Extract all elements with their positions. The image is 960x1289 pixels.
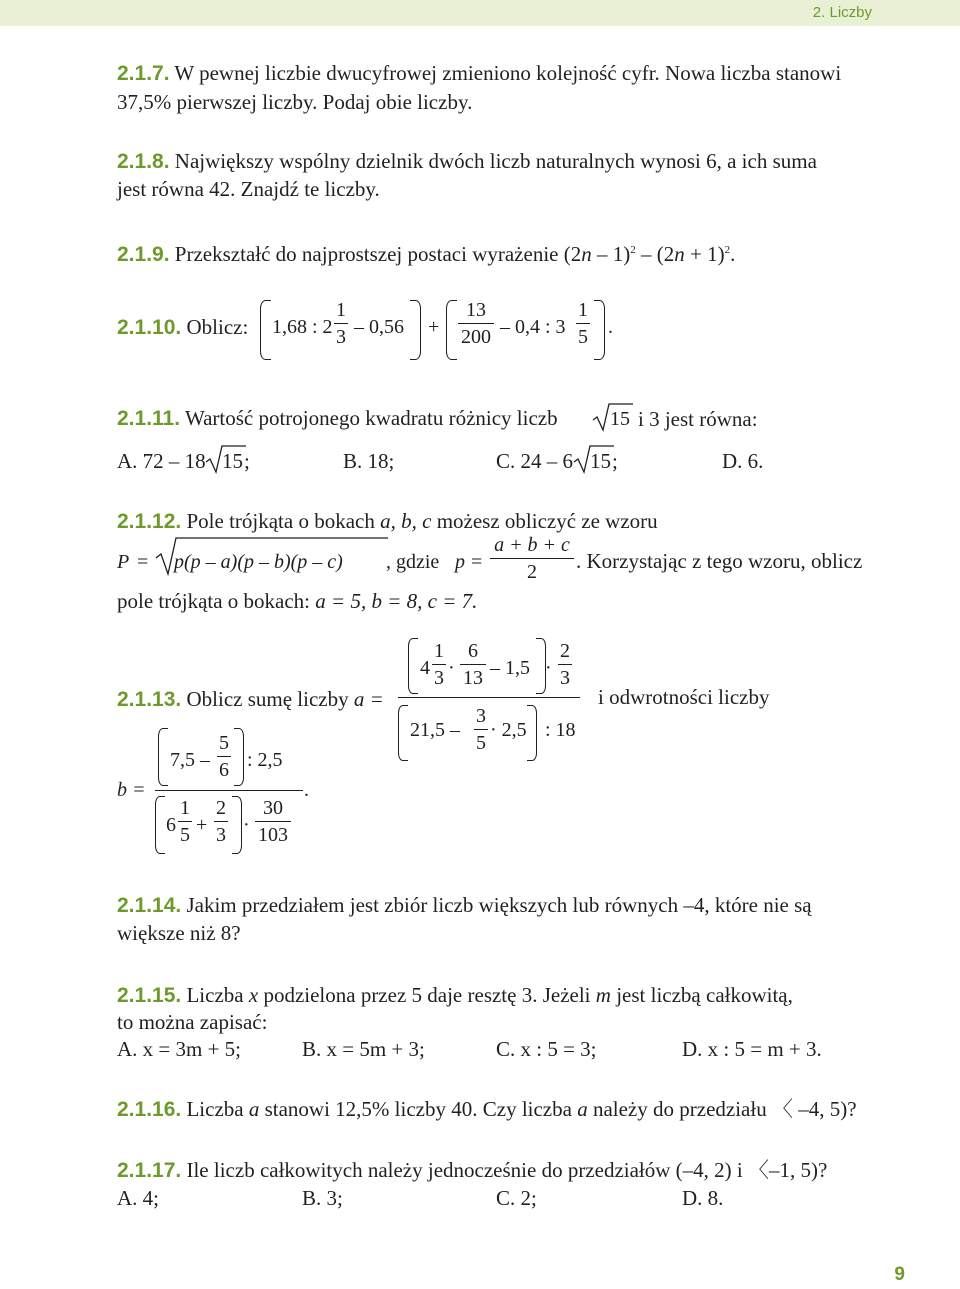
operator: · [545, 657, 552, 679]
problem-2-1-15 [117, 981, 793, 1010]
numerator: 1 [180, 797, 190, 819]
fraction-bar [490, 558, 574, 559]
problem-text: Największy wspólny dzielnik dwóch liczb naturalnych wynosi 6, a ich suma [174, 149, 817, 173]
fraction-bar [432, 664, 446, 665]
expr-part: + 1) [684, 242, 725, 266]
problem-2-1-16 [117, 1095, 857, 1124]
denominator: 3 [434, 667, 444, 689]
denominator: 5 [476, 732, 486, 754]
radicand: 15 [610, 408, 630, 430]
problem-number: 2.1.7. [117, 62, 170, 85]
fraction [255, 797, 291, 846]
page-number: 9 [894, 1264, 905, 1285]
problem-2-1-13 [117, 685, 384, 714]
expr-part: – 1,5 [490, 657, 530, 679]
answer-a[interactable]: A. 72 – 18 [117, 449, 206, 473]
problem-text-line [117, 587, 477, 615]
problem-text: Oblicz sumę liczby [186, 687, 349, 711]
problem-text: W pewnej liczbie dwucyfrowej zmieniono kolejność cyfr. Nowa liczba stanowi [174, 61, 842, 85]
fraction-bar [214, 821, 228, 822]
problem-text-line: większe niż 8? [117, 921, 241, 945]
chapter-title: 2. Liczby [812, 4, 872, 21]
answer-d[interactable]: D. x : 5 = m + 3. [682, 1037, 822, 1061]
right-paren [232, 796, 242, 854]
right-paren [410, 300, 421, 360]
problem-text: Przekształć do najprostszej postaci wyrażenie (2 [174, 242, 582, 266]
expr-part: – 1) [591, 242, 631, 266]
problem-2-1-8 [117, 147, 817, 176]
main-fraction-bar-b [155, 790, 303, 791]
numerator: a + b + c [494, 534, 570, 556]
denominator: 5 [578, 326, 588, 348]
answer-c[interactable]: C. x : 5 = 3; [496, 1037, 597, 1061]
numerator: 5 [219, 732, 229, 754]
problem-text: . Korzystając z tego wzoru, oblicz [576, 549, 863, 573]
answer-d[interactable]: D. 8. [682, 1186, 724, 1210]
expr-part: – (2 [635, 242, 675, 266]
problem-number: 2.1.15. [117, 984, 182, 1007]
problem-text: stanowi 12,5% liczby 40. Czy liczba [264, 1097, 572, 1121]
expr-part: : 18 [545, 719, 576, 741]
expr-part: . [608, 316, 613, 338]
problem-text: podzielona przez 5 daje resztę 3. Jeżeli [263, 983, 591, 1007]
numerator: 2 [560, 640, 570, 662]
exponent: 2 [724, 244, 731, 256]
numerator: 3 [476, 705, 486, 727]
interval: 〈 –4, 5)? [771, 1097, 857, 1121]
problem-2-1-17 [117, 1156, 827, 1185]
expr-part: – 0,4 : 3 [500, 316, 566, 338]
fraction [214, 797, 228, 846]
fraction-bar [178, 821, 192, 822]
fraction [178, 797, 192, 846]
expr-part: 1,68 : 2 [272, 316, 333, 338]
expr-part: 21,5 – [410, 719, 460, 741]
var-a: a = [353, 687, 384, 711]
problem-text: Jakim przedziałem jest zbiór liczb większych lub równych –4, które nie są [186, 893, 812, 917]
fraction-bar [217, 756, 231, 757]
variables: a, b, c [380, 509, 432, 533]
answer-b[interactable]: B. x = 5m + 3; [302, 1037, 425, 1061]
answer-c[interactable]: C. 24 – 6 [496, 449, 574, 473]
answer-b[interactable]: B. 18; [343, 449, 395, 473]
problem-text-line: 37,5% pierwszej liczby. Podaj obie liczby. [117, 90, 473, 114]
problem-number: 2.1.14. [117, 894, 182, 917]
numerator: 13 [466, 299, 486, 321]
problem-number: 2.1.13. [117, 688, 182, 711]
var-P: P [117, 551, 130, 573]
problem-text: Liczba [186, 983, 244, 1007]
numerator: 2 [216, 797, 226, 819]
denominator: 3 [216, 824, 226, 846]
problem-text: , gdzie [386, 551, 440, 573]
expr-part: ; [612, 449, 618, 473]
problem-2-1-7 [117, 59, 841, 88]
expr-part: . [304, 779, 309, 801]
header-bar [0, 0, 960, 26]
fraction [458, 299, 494, 348]
radicand: p(p – a)(p – b)(p – c) [174, 551, 343, 573]
left-paren [158, 728, 168, 786]
right-paren [527, 705, 537, 761]
right-paren [594, 300, 605, 360]
expr-part: 7,5 – [170, 749, 210, 771]
expr-part: 6 [166, 814, 176, 836]
fraction-bar [460, 664, 486, 665]
fraction [490, 534, 574, 583]
left-paren [155, 796, 165, 854]
expr-part: · 2,5 [490, 719, 527, 741]
left-paren [260, 300, 271, 360]
problem-number: 2.1.9. [117, 243, 170, 266]
numerator: 1 [578, 299, 588, 321]
problem-text-line: jest równa 42. Znajdź te liczby. [117, 177, 380, 201]
var-m: m [595, 983, 611, 1007]
problem-text: należy do przedziału [592, 1097, 767, 1121]
problem-text: możesz obliczyć ze wzoru [436, 509, 658, 533]
fraction [558, 640, 572, 689]
expr-part: : 2,5 [247, 749, 283, 771]
problem-text: Oblicz: [186, 315, 249, 339]
var-n: n [674, 242, 685, 266]
numerator: 1 [434, 640, 444, 662]
numerator: 30 [263, 797, 283, 819]
fraction [217, 732, 231, 781]
left-paren [446, 300, 457, 360]
main-fraction-bar-a [398, 697, 580, 698]
var-p: p [455, 551, 465, 573]
operator: · [243, 814, 250, 836]
denominator: 5 [180, 824, 190, 846]
var-b: b = [117, 779, 146, 801]
answer-d[interactable]: D. 6. [722, 449, 764, 473]
var-a: a [577, 1097, 588, 1121]
problem-text: Wartość potrojonego kwadratu różnicy liczb [184, 406, 558, 430]
radicand: 15 [590, 449, 611, 473]
expr-part: . [730, 242, 736, 266]
left-paren [408, 638, 418, 694]
answer-a[interactable]: A. 4; [117, 1186, 159, 1210]
problem-2-1-11 [117, 404, 558, 433]
problem-2-1-10 [117, 313, 248, 342]
problem-number: 2.1.10. [117, 316, 182, 339]
fraction-bar [334, 323, 348, 324]
denominator: 3 [560, 667, 570, 689]
problem-number: 2.1.11. [117, 407, 181, 430]
expr-part: 4 [420, 657, 430, 679]
left-paren [398, 705, 408, 761]
operator: + [428, 316, 440, 338]
problem-2-1-14 [117, 891, 812, 920]
fraction-bar [474, 729, 488, 730]
fraction-bar [576, 323, 590, 324]
fraction [576, 299, 590, 348]
problem-text-line: to można zapisać: [117, 1010, 268, 1034]
answer-c[interactable]: C. 2; [496, 1186, 537, 1210]
exponent: 2 [630, 244, 636, 256]
problem-number: 2.1.12. [117, 510, 182, 533]
problem-text: i 3 jest równa: [638, 407, 758, 431]
operator: = [137, 551, 149, 573]
operator: + [196, 814, 208, 836]
problem-text: Liczba [186, 1097, 244, 1121]
answer-a[interactable]: A. x = 3m + 5; [117, 1037, 242, 1061]
fraction-bar [458, 323, 494, 324]
problem-text: Ile liczb całkowitych należy jednocześnie do przedziałów (–4, 2) i 〈–1, 5)? [186, 1158, 828, 1182]
problem-2-1-12 [117, 507, 658, 536]
var-n: n [581, 242, 592, 266]
fraction [432, 640, 446, 689]
operator: · [448, 657, 455, 679]
right-paren [234, 728, 244, 786]
expr-part: ; [244, 449, 250, 473]
fraction [460, 640, 486, 689]
values: a = 5, b = 8, c = 7. [315, 589, 478, 613]
problem-text: jest liczbą całkowitą, [616, 983, 793, 1007]
denominator: 6 [219, 759, 229, 781]
answer-b[interactable]: B. 3; [302, 1186, 343, 1210]
var-x: x [248, 983, 259, 1007]
denominator: 3 [336, 326, 346, 348]
fraction-bar [558, 664, 572, 665]
fraction [334, 299, 348, 348]
expr-part: – 0,56 [354, 316, 404, 338]
fraction-bar [255, 821, 291, 822]
numerator: 6 [468, 640, 478, 662]
problem-text: pole trójkąta o bokach: [117, 589, 311, 613]
problem-number: 2.1.16. [117, 1098, 182, 1121]
problem-text: i odwrotności liczby [598, 685, 770, 709]
denominator: 13 [463, 667, 483, 689]
fraction [474, 705, 488, 754]
problem-2-1-9 [117, 236, 735, 269]
operator: = [471, 551, 483, 573]
denominator: 103 [258, 824, 288, 846]
radicand: 15 [222, 449, 243, 473]
var-a: a [248, 1097, 260, 1121]
problem-number: 2.1.8. [117, 150, 170, 173]
numerator: 1 [336, 299, 346, 321]
denominator: 200 [461, 326, 491, 348]
denominator: 2 [527, 561, 537, 583]
problem-text: Pole trójkąta o bokach [186, 509, 375, 533]
problem-number: 2.1.17. [117, 1159, 182, 1182]
